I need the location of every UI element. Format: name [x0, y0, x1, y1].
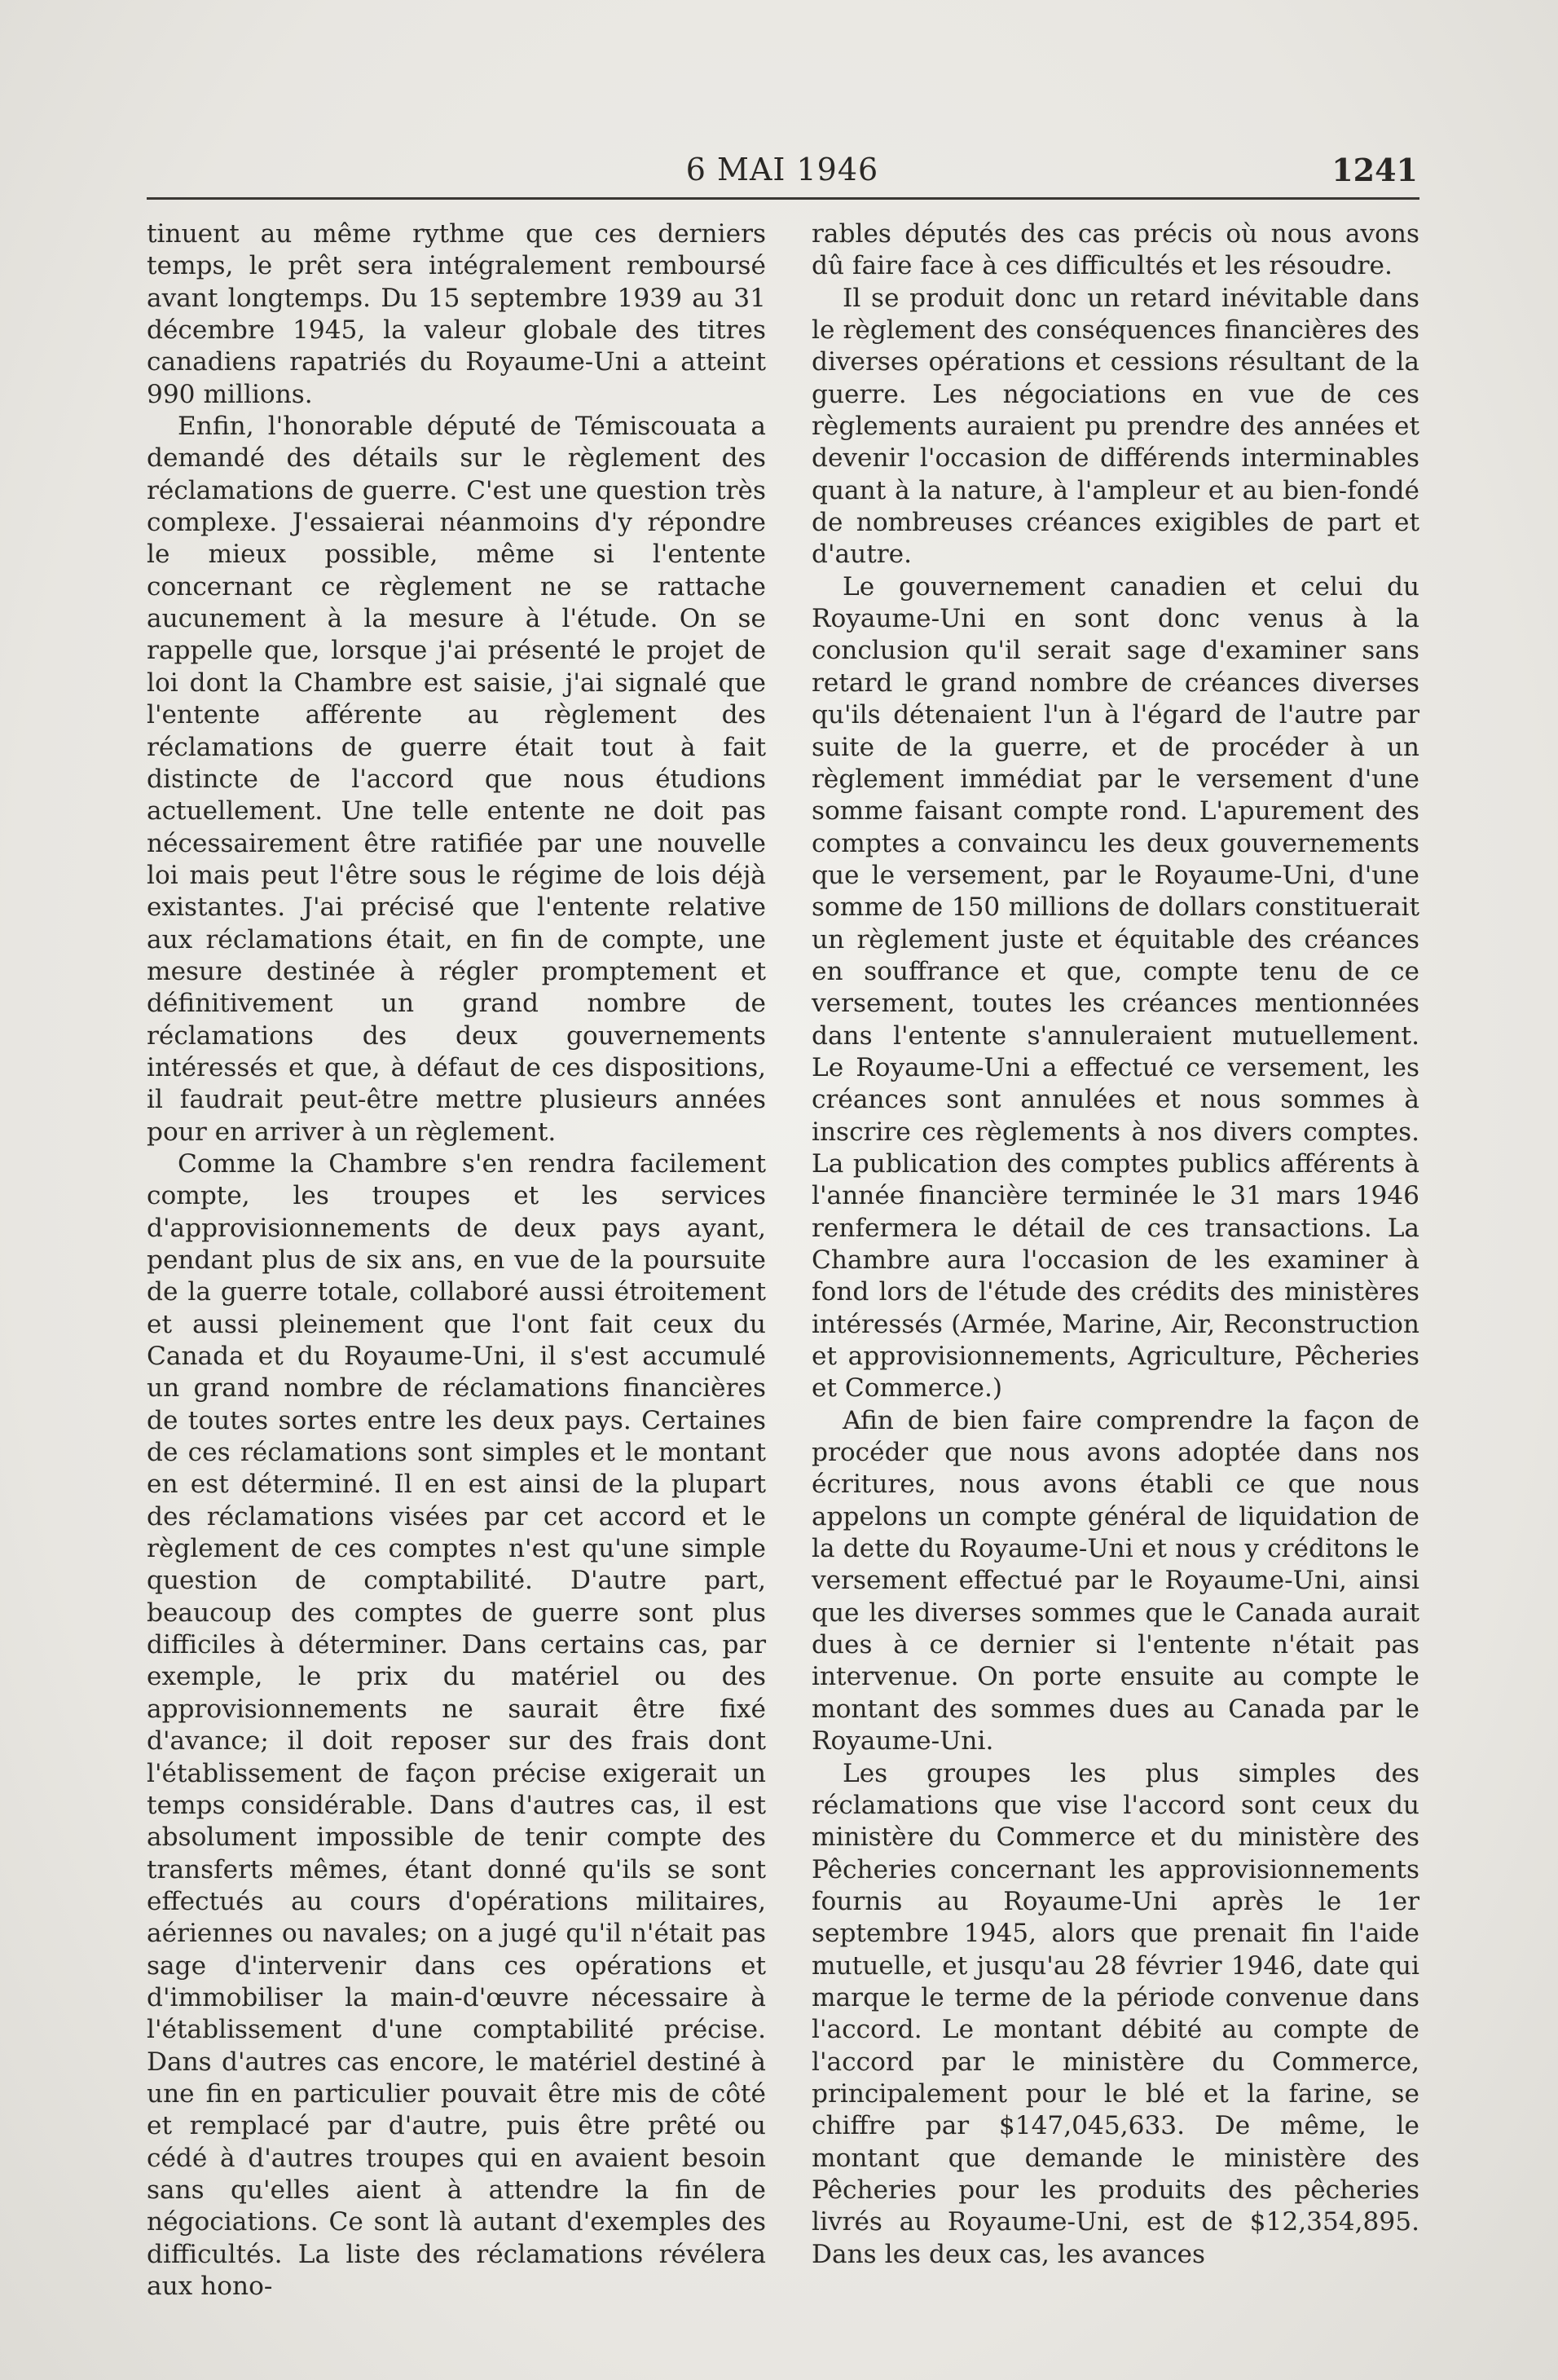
paragraph: Enfin, l'honorable député de Témiscouata a demandé des détails sur le règlement des réclamations de guerre. C'est une question très complexe. J'essaierai néanmoins d'y répondre le mieux possible, même si l'entente concernant ce règlement ne se rattache aucunement à la mesure à l'étude. On se rappelle que, lorsque j'ai présenté le projet de loi dont la Chambre est saisie, j'ai signalé que l'entente afférente au règlement des réclamations de guerre était tout à fait distincte de l'accord que nous étudions actuellement. Une telle entente ne doit pas nécessairement être ratifiée par une nouvelle loi mais peut l'être sous le régime de lois déjà existantes. J'ai précisé que l'entente relative aux réclamations était, en fin de compte, une mesure destinée à régler promptement et définitivement un grand nombre de réclamations des deux gouvernements intéressés et que, à défaut de ces dispositions, il faudrait peut-être mettre plusieurs années pour en arriver à un règlement. — [147, 412, 766, 1147]
paragraph: Le gouvernement canadien et celui du Royaume-Uni en sont donc venus à la conclusion qu'il serait sage d'examiner sans retard le grand nombre de créances diverses qu'ils détenaient l'un à l'égard de l'autre par suite de la guerre, et de procéder à un règlement immédiat par le versement d'une somme faisant compte rond. L'apurement des comptes a convaincu les deux gouvernements que le versement, par le Royaume-Uni, d'une somme de 150 millions de dollars constituerait un règlement juste et équitable des créances en souffrance et que, compte tenu de ce versement, toutes les créances mentionnées dans l'entente s'annuleraient mutuellement. Le Royaume-Uni a effectué ce versement, les créances sont annulées et nous sommes à inscrire ces règlements à nos divers comptes. La publication des comptes publics afférents à l'année financière terminée le 31 mars 1946 renfermera le détail de ces transactions. La Chambre aura l'occasion de les examiner à fond lors de l'étude des crédits des ministères intéressés (Armée, Marine, Air, Reconstruction et approvisionnements, Agriculture, Pêcheries et Commerce.) — [812, 571, 1419, 1404]
page-number: 1241 — [1331, 152, 1418, 188]
paragraph: Comme la Chambre s'en rendra facilement compte, les troupes et les services d'approvisionnements de deux pays ayant, pendant plus de six ans, en vue de la poursuite de la guerre totale, collaboré aussi étroitement et aussi pleinement que l'ont fait ceux du Canada et du Royaume-Uni, il s'est accumulé un grand nombre de réclamations financières de toutes sortes entre les deux pays. Certaines de ces réclamations sont simples et le montant en est déterminé. Il en est ainsi de la plupart des réclamations visées par cet accord et le règlement de ces comptes n'est qu'une simple question de comptabilité. D'autre part, beaucoup des comptes de guerre sont plus difficiles à déterminer. Dans certains cas, par exemple, le prix du matériel ou des approvisionnements ne saurait être fixé d'avance; il doit reposer sur des frais dont l'établissement de façon précise exigerait un temps considérable. Dans d'autres cas, il est absolument impossible de tenir compte des transferts mêmes, étant donné qu'ils se sont effectués au cours d'opérations militaires, aériennes ou navales; on a jugé qu'il n'était pas sage d'intervenir dans ces opérations et d'immobiliser la main-d'œuvre nécessaire à l'établissement d'une comptabilité précise. Dans d'autres cas encore, le matériel destiné à une fin en particulier pouvait être mis de côté et remplacé par d'autre, puis être prêté ou cédé à d'autres troupes qui en avaient besoin sans qu'elles aient à attendre la fin de négociations. Ce sont là autant d'exemples des difficultés. La liste des réclamations révélera aux hono- — [147, 1148, 766, 2301]
left-column — [147, 218, 766, 2303]
paragraph: Il se produit donc un retard inévitable dans le règlement des conséquences financières des diverses opérations et cessions résultant de la guerre. Les négociations en vue de ces règlements auraient pu prendre des années et devenir l'occasion de différends interminables quant à la nature, à l'ampleur et au bien-fondé de nombreuses créances exigibles de part et d'autre. — [812, 283, 1419, 570]
header-rule — [147, 197, 1419, 200]
page-header — [147, 152, 1418, 192]
paragraph: tinuent au même rythme que ces derniers temps, le prêt sera intégralement remboursé avant longtemps. Du 15 septembre 1939 au 31 décembre 1945, la valeur globale des titres canadiens rapatriés du Royaume-Uni a atteint 990 millions. — [147, 219, 766, 409]
paragraph: Les groupes les plus simples des réclamations que vise l'accord sont ceux du ministère du Commerce et du ministère des Pêcheries concernant les approvisionnements fournis au Royaume-Uni après le 1er septembre 1945, alors que prenait fin l'aide mutuelle, et jusqu'au 28 février 1946, date qui marque le terme de la période convenue dans l'accord. Le montant débité au compte de l'accord par le ministère du Commerce, principalement pour le blé et la farine, se chiffre par $147,045,633. De même, le montant que demande le ministère des Pêcheries pour les produits des pêcheries livrés au Royaume-Uni, est de $12,354,895. Dans les deux cas, les avances — [812, 1758, 1419, 2269]
header-date: 6 MAI 1946 — [685, 152, 879, 187]
paragraph: rables députés des cas précis où nous avons dû faire face à ces difficultés et les résoudre. — [812, 219, 1419, 281]
paragraph: Afin de bien faire comprendre la façon de procéder que nous avons adoptée dans nos écritures, nous avons établi ce que nous appelons un compte général de liquidation de la dette du Royaume-Uni et nous y créditons le versement effectué par le Royaume-Uni, ainsi que les diverses sommes que le Canada aurait dues à ce dernier si l'entente n'était pas intervenue. On porte ensuite au compte le montant des sommes dues au Canada par le Royaume-Uni. — [812, 1405, 1419, 1756]
right-column — [812, 218, 1419, 2271]
